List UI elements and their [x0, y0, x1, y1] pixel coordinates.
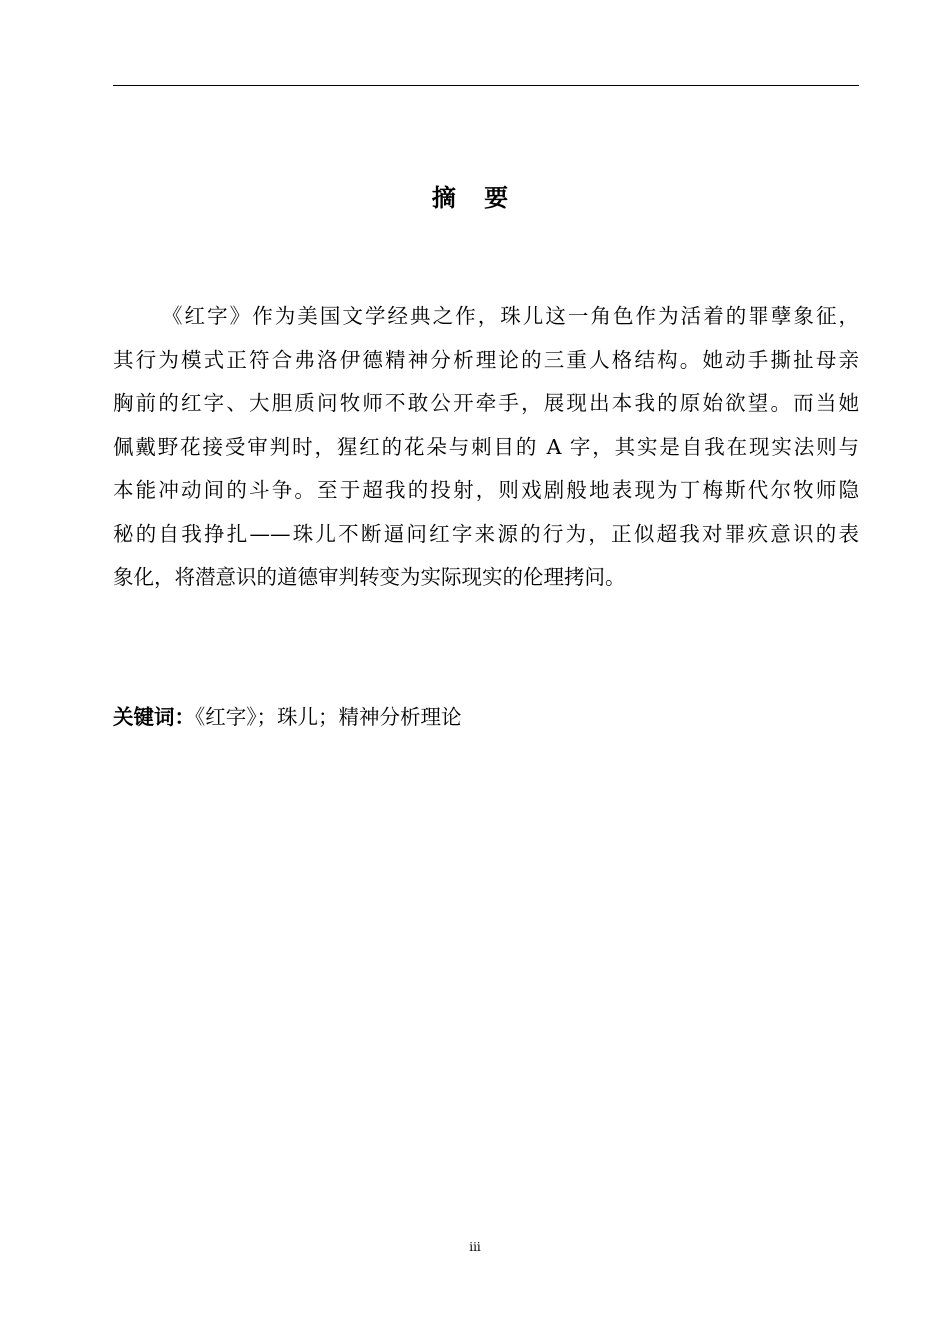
keywords-value: 《红字》；珠儿；精神分析理论	[195, 705, 462, 729]
keywords	[113, 700, 859, 734]
header-rule	[113, 85, 859, 86]
abstract-line: 象化，将潜意识的道德审判转变为实际现实的伦理拷问。	[113, 565, 626, 589]
abstract-line: 本能冲动间的斗争。至于超我的投射，则戏剧般地表现为丁梅斯代尔牧师隐	[113, 478, 859, 502]
page-number: iii	[469, 1240, 481, 1254]
abstract-line: 胸前的红字、大胆质问牧师不敢公开牵手，展现出本我的原始欲望。而当她	[113, 391, 859, 415]
abstract-line: 《红字》作为美国文学经典之作，珠儿这一角色作为活着的罪孽象征，	[162, 304, 859, 328]
abstract-line: 佩戴野花接受审判时，猩红的花朵与刺目的 A 字，其实是自我在现实法则与	[113, 434, 859, 459]
abstract-body	[113, 295, 859, 600]
keywords-label: 关键词：	[113, 705, 195, 729]
abstract-line: 秘的自我挣扎——珠儿不断逼问红字来源的行为，正似超我对罪疚意识的表	[113, 521, 859, 546]
abstract-line: 其行为模式正符合弗洛伊德精神分析理论的三重人格结构。她动手撕扯母亲	[113, 347, 859, 372]
page-title: 摘 要	[431, 184, 519, 212]
